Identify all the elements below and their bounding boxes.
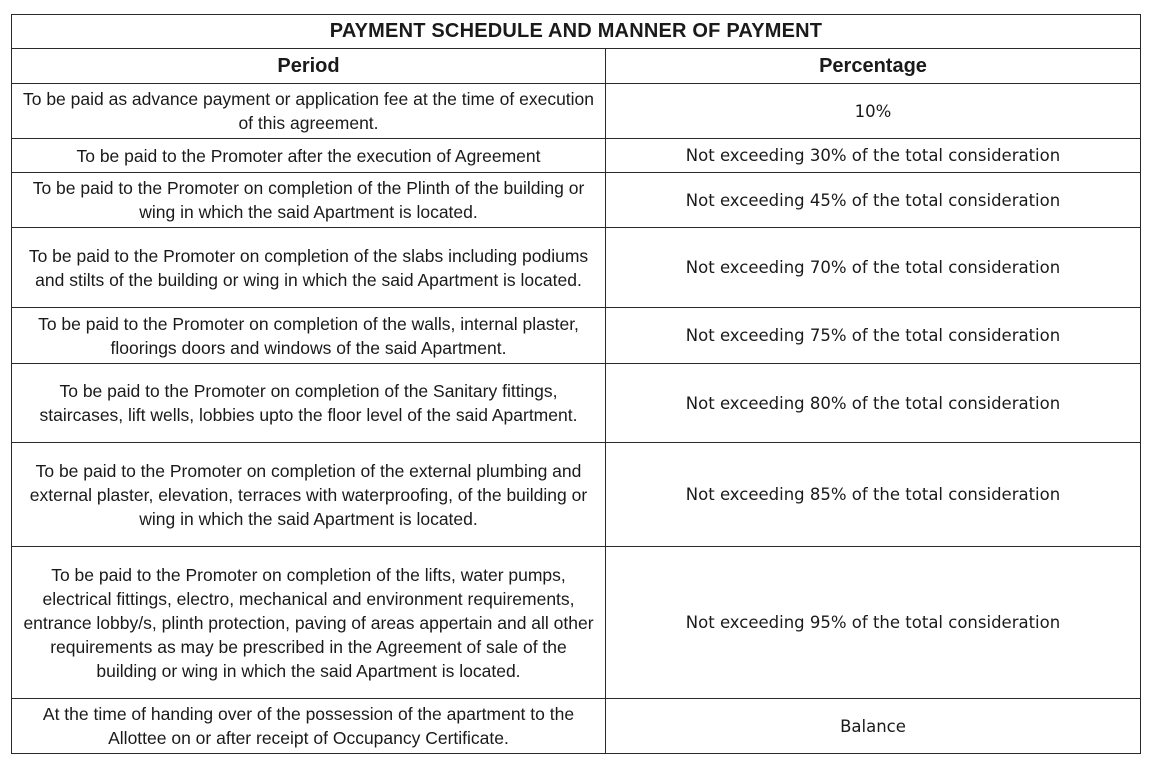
- header-row: [12, 49, 1141, 84]
- table-row: [12, 443, 1141, 547]
- period-cell: To be paid to the Promoter on completion of the slabs including podiums and stilts of the building or wing in which the said Apartment is located.: [12, 228, 606, 308]
- percentage-cell: Not exceeding 95% of the total consideration: [606, 547, 1141, 699]
- percentage-cell: Not exceeding 30% of the total consideration: [606, 139, 1141, 173]
- percentage-cell: 10%: [606, 84, 1141, 139]
- table-row: [12, 308, 1141, 364]
- period-cell: To be paid to the Promoter after the execution of Agreement: [12, 139, 606, 173]
- percentage-cell: Not exceeding 45% of the total consideration: [606, 173, 1141, 228]
- percentage-cell: Not exceeding 85% of the total consideration: [606, 443, 1141, 547]
- percentage-cell: Not exceeding 75% of the total consideration: [606, 308, 1141, 364]
- period-cell: To be paid to the Promoter on completion of the external plumbing and external plaster, elevation, terraces with waterproofing, of the building or wing in which the said Apartment is located.: [12, 443, 606, 547]
- period-cell: To be paid to the Promoter on completion of the Plinth of the building or wing in which the said Apartment is located.: [12, 173, 606, 228]
- table-title: PAYMENT SCHEDULE AND MANNER OF PAYMENT: [12, 15, 1141, 49]
- table-row: [12, 84, 1141, 139]
- period-cell: To be paid to the Promoter on completion of the walls, internal plaster, floorings doors and windows of the said Apartment.: [12, 308, 606, 364]
- percentage-cell: Balance: [606, 699, 1141, 754]
- table-row: [12, 139, 1141, 173]
- period-cell: To be paid as advance payment or application fee at the time of execution of this agreement.: [12, 84, 606, 139]
- payment-schedule-table: [11, 14, 1141, 754]
- percentage-column-header: Percentage: [606, 49, 1141, 84]
- period-cell: To be paid to the Promoter on completion of the lifts, water pumps, electrical fittings, electro, mechanical and environment requirements, entrance lobby/s, plinth protection, paving of areas appertain and all other requirements as may be prescribed in the Agreement of sale of the building or wing in which the said Apartment is located.: [12, 547, 606, 699]
- period-cell: At the time of handing over of the possession of the apartment to the Allottee on or after receipt of Occupancy Certificate.: [12, 699, 606, 754]
- period-column-header: Period: [12, 49, 606, 84]
- table-row: [12, 228, 1141, 308]
- title-row: [12, 15, 1141, 49]
- table-row: [12, 547, 1141, 699]
- table-row: [12, 364, 1141, 443]
- percentage-cell: Not exceeding 70% of the total consideration: [606, 228, 1141, 308]
- table-row: [12, 699, 1141, 754]
- percentage-cell: Not exceeding 80% of the total consideration: [606, 364, 1141, 443]
- period-cell: To be paid to the Promoter on completion of the Sanitary fittings, staircases, lift wells, lobbies upto the floor level of the said Apartment.: [12, 364, 606, 443]
- table-row: [12, 173, 1141, 228]
